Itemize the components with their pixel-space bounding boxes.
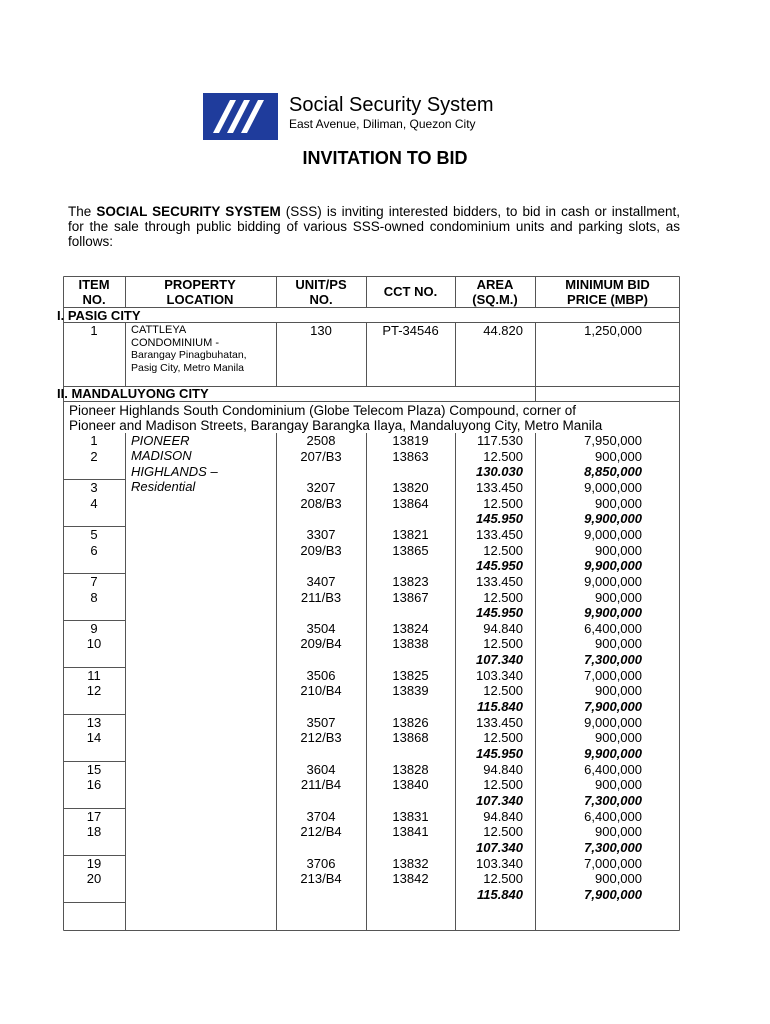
row-unit: 3307 — [306, 526, 336, 542]
row-mbp: 900,000 — [595, 824, 642, 840]
subtotal-area: 107.340 — [476, 792, 523, 808]
row-item: 4 — [90, 495, 98, 511]
row-unit: 211/B4 — [300, 777, 342, 793]
row-mbp: 900,000 — [595, 448, 642, 464]
row-area: 103.340 — [476, 667, 523, 683]
intro-after: (SSS) is inviting interested bidders, to bid in cash or installment, for the sale through public bidding of various SSS-owned condominium units and parking slots, as follows: — [68, 204, 680, 249]
row-cct: 13826 — [392, 714, 429, 730]
row-mbp: 6,400,000 — [584, 620, 642, 636]
row-mbp: 900,000 — [595, 683, 642, 699]
row-cct: 13863 — [392, 448, 429, 464]
mandaluyong-desc-line1: Pioneer Highlands South Condominium (Globe Telecom Plaza) Compound, corner of — [69, 403, 577, 418]
subtotal-area: 115.840 — [476, 699, 523, 715]
row-cct: 13825 — [392, 667, 429, 683]
row-area: 12.500 — [483, 871, 523, 887]
subtotal-mbp: 9,900,000 — [584, 746, 642, 761]
row-unit: 3207 — [306, 479, 336, 495]
row-mbp: 900,000 — [595, 542, 642, 558]
intro-org-bold: SOCIAL SECURITY SYSTEM — [96, 204, 281, 219]
subtotal-mbp: 7,300,000 — [584, 792, 642, 808]
row-mbp: 6,400,000 — [584, 808, 642, 824]
subtotal-mbp: 7,900,000 — [584, 886, 642, 902]
subtotal-area: 145.950 — [476, 511, 523, 527]
row-area: 12.500 — [483, 777, 523, 793]
row-unit: 209/B3 — [300, 542, 342, 558]
row-item: 14 — [86, 730, 102, 746]
row-area: 133.450 — [476, 573, 523, 589]
subtotal-mbp: 7,300,000 — [584, 652, 642, 668]
subtotal-mbp: 9,900,000 — [584, 605, 642, 621]
mandaluyong-location-1: PIONEER — [131, 433, 190, 448]
row-mbp: 9,000,000 — [584, 479, 642, 495]
row-unit: 207/B3 — [300, 448, 342, 464]
header-mbp: MINIMUM BID PRICE (MBP) — [565, 277, 650, 307]
row-cct: 13838 — [392, 636, 429, 652]
row-cct: 13823 — [392, 573, 429, 589]
row-area: 133.450 — [476, 714, 523, 730]
row-item: 3 — [90, 479, 98, 495]
row-item: 16 — [86, 777, 102, 793]
row-cct: 13821 — [392, 526, 429, 542]
row-area: 12.500 — [483, 589, 523, 605]
subtotal-area: 115.840 — [476, 886, 523, 902]
row-area: 12.500 — [483, 448, 523, 464]
row-cct: 13841 — [392, 824, 429, 840]
subtotal-area: 107.340 — [476, 652, 523, 668]
row-item: 17 — [86, 808, 102, 824]
row-area: 12.500 — [483, 495, 523, 511]
pasig-location: CATTLEYA CONDOMINIUM - Barangay Pinagbuhatan, Pasig City, Metro Manila — [131, 324, 247, 374]
row-unit: 2508 — [306, 433, 336, 448]
row-cct: 13864 — [392, 495, 429, 511]
section-mandaluyong-title: II. MANDALUYONG CITY — [57, 386, 209, 401]
row-item: 19 — [86, 855, 102, 871]
row-cct: 13819 — [392, 433, 429, 448]
row-unit: 3506 — [306, 667, 336, 683]
row-area: 12.500 — [483, 824, 523, 840]
pasig-area: 44.820 — [483, 323, 523, 338]
row-cct: 13839 — [392, 683, 429, 699]
row-unit: 212/B4 — [300, 824, 342, 840]
sss-logo-icon — [203, 93, 278, 140]
row-area: 117.530 — [476, 433, 523, 448]
row-mbp: 900,000 — [595, 777, 642, 793]
row-item: 11 — [87, 667, 101, 683]
row-mbp: 900,000 — [595, 636, 642, 652]
row-area: 12.500 — [483, 636, 523, 652]
row-mbp: 9,000,000 — [584, 714, 642, 730]
header-location: PROPERTY LOCATION — [164, 277, 236, 307]
mandaluyong-location-4: Residential — [131, 479, 196, 494]
row-cct: 13842 — [392, 871, 429, 887]
row-mbp: 900,000 — [595, 589, 642, 605]
row-unit: 3504 — [306, 620, 336, 636]
row-unit: 3706 — [306, 855, 336, 871]
row-unit: 211/B3 — [300, 589, 342, 605]
row-cct: 13831 — [392, 808, 429, 824]
row-item: 5 — [90, 526, 98, 542]
row-cct: 13867 — [392, 589, 429, 605]
pasig-item: 1 — [90, 323, 98, 338]
row-item: 2 — [90, 448, 98, 464]
row-item: 1 — [90, 433, 98, 448]
row-area: 94.840 — [483, 620, 523, 636]
header-item: ITEM NO. — [78, 277, 110, 307]
subtotal-area: 145.950 — [476, 605, 523, 621]
row-item: 13 — [86, 714, 102, 730]
row-unit: 210/B4 — [300, 683, 342, 699]
row-area: 12.500 — [483, 730, 523, 746]
subtotal-mbp: 9,900,000 — [584, 558, 642, 574]
row-cct: 13832 — [392, 855, 429, 871]
intro-paragraph — [68, 204, 680, 249]
row-cct: 13828 — [392, 761, 429, 777]
row-area: 94.840 — [483, 808, 523, 824]
row-mbp: 7,000,000 — [584, 855, 642, 871]
row-mbp: 7,000,000 — [584, 667, 642, 683]
row-cct: 13865 — [392, 542, 429, 558]
row-item: 9 — [90, 620, 98, 636]
row-item: 20 — [86, 871, 102, 887]
row-mbp: 900,000 — [595, 871, 642, 887]
row-area: 133.450 — [476, 526, 523, 542]
org-name: Social Security System — [289, 94, 494, 116]
row-unit: 208/B3 — [300, 495, 342, 511]
row-mbp: 9,000,000 — [584, 573, 642, 589]
org-address: East Avenue, Diliman, Quezon City — [289, 117, 476, 131]
row-mbp: 9,000,000 — [584, 526, 642, 542]
row-unit: 3407 — [306, 573, 336, 589]
document-title: INVITATION TO BID — [302, 148, 468, 168]
row-item: 10 — [86, 636, 102, 652]
row-cct: 13840 — [392, 777, 429, 793]
intro-before: The — [68, 204, 97, 219]
header-unit: UNIT/PS NO. — [295, 277, 347, 307]
row-cct: 13868 — [392, 730, 429, 746]
pasig-unit: 130 — [310, 323, 332, 338]
mandaluyong-location-3: HIGHLANDS – — [131, 464, 218, 479]
subtotal-mbp: 7,300,000 — [584, 839, 642, 855]
row-item: 12 — [86, 683, 102, 699]
row-unit: 213/B4 — [300, 871, 342, 887]
row-cct: 13824 — [392, 620, 429, 636]
pasig-cct: PT-34546 — [382, 323, 439, 338]
header-area: AREA (SQ.M.) — [472, 277, 518, 307]
row-item: 6 — [90, 542, 98, 558]
row-unit: 3604 — [306, 761, 336, 777]
row-unit: 3704 — [306, 808, 336, 824]
mandaluyong-location-2: MADISON — [131, 448, 192, 463]
subtotal-area: 145.950 — [476, 558, 523, 574]
row-mbp: 6,400,000 — [584, 761, 642, 777]
row-area: 103.340 — [476, 855, 523, 871]
row-unit: 209/B4 — [300, 636, 342, 652]
subtotal-mbp: 9,900,000 — [584, 511, 642, 527]
row-mbp: 900,000 — [595, 495, 642, 511]
subtotal-mbp: 8,850,000 — [584, 464, 642, 480]
bid-table — [57, 276, 680, 931]
subtotal-area: 130.030 — [476, 464, 523, 480]
section-pasig-title: I. PASIG CITY — [57, 308, 141, 323]
row-unit: 212/B3 — [300, 730, 342, 746]
subtotal-mbp: 7,900,000 — [584, 699, 642, 715]
row-mbp: 7,950,000 — [584, 433, 642, 448]
row-cct: 13820 — [392, 479, 429, 495]
pasig-mbp: 1,250,000 — [584, 323, 642, 338]
row-area: 12.500 — [483, 542, 523, 558]
row-item: 18 — [86, 824, 102, 840]
row-area: 133.450 — [476, 479, 523, 495]
row-mbp: 900,000 — [595, 730, 642, 746]
row-unit: 3507 — [306, 714, 336, 730]
mandaluyong-desc-line2: Pioneer and Madison Streets, Barangay Barangka Ilaya, Mandaluyong City, Metro Manila — [69, 418, 603, 433]
header-cct: CCT NO. — [383, 284, 438, 299]
subtotal-area: 107.340 — [476, 839, 523, 855]
subtotal-area: 145.950 — [476, 746, 523, 761]
row-area: 94.840 — [483, 761, 523, 777]
row-area: 12.500 — [483, 683, 523, 699]
row-item: 8 — [90, 589, 98, 605]
row-item: 7 — [90, 573, 98, 589]
row-item: 15 — [86, 761, 102, 777]
